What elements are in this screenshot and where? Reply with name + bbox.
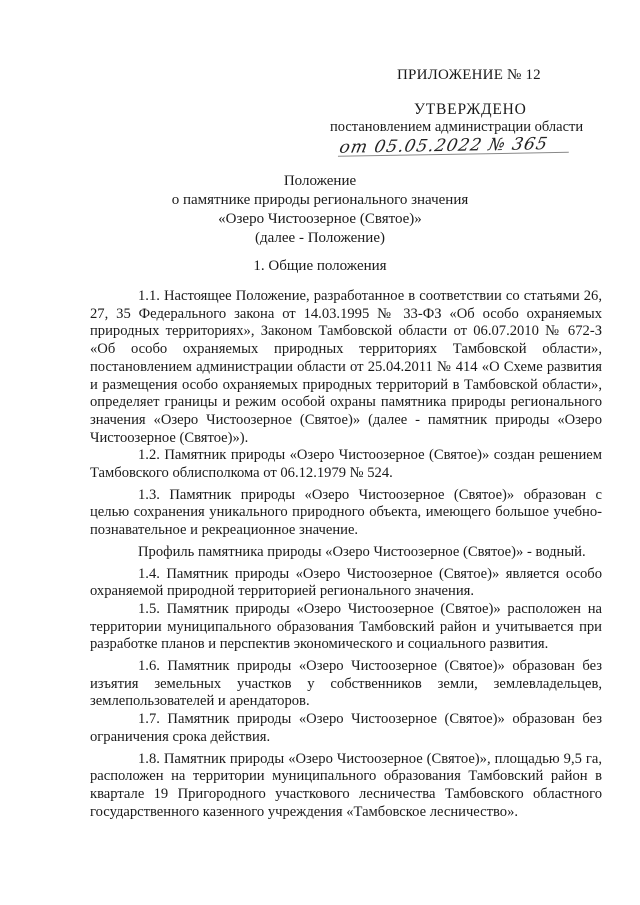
title-line-1: Положение <box>283 173 357 189</box>
title-line-4: (далее - Положение) <box>255 230 385 246</box>
paragraph-profile: Профиль памятника природы «Озеро Чистоозерное (Святое)» - водный. <box>138 543 586 560</box>
paragraph-1-7: 1.7. Памятник природы «Озеро Чистоозерное (Святое)» образован без ограничения срока действия. <box>90 711 602 745</box>
approved-by-text: постановлением администрации области <box>330 119 584 135</box>
paragraph-1-8: 1.8. Памятник природы «Озеро Чистоозерное (Святое)», площадью 9,5 га, расположен на территории муниципального образования Тамбовский район в квартале 19 Пригородного участкового лесничества Тамбовского областного государственного казенного учреждения «Тамбовское лесничество». <box>90 750 602 820</box>
approved-heading: УТВЕРЖДЕНО <box>414 101 527 118</box>
title-line-3: «Озеро Чистоозерное (Святое)» <box>218 211 422 227</box>
paragraph-1-3: 1.3. Памятник природы «Озеро Чистоозерное (Святое)» образован с целью сохранения уникального природного объекта, имеющего большое учебно-познавательное и рекреационное значение. <box>90 486 602 539</box>
title-line-2: о памятнике природы регионального значения <box>171 192 469 208</box>
paragraph-1-5: 1.5. Памятник природы «Озеро Чистоозерное (Святое)» расположен на территории муниципального образования Тамбовский район и учитывается при разработке планов и перспектив экономического и социального развития. <box>90 600 602 653</box>
paragraph-1-2: 1.2. Памятник природы «Озеро Чистоозерное (Святое)» создан решением Тамбовского облисполкома от 06.12.1979 № 524. <box>90 447 602 482</box>
paragraph-1-1: 1.1. Настоящее Положение, разработанное в соответствии со статьями 26, 27, 35 Федерального закона от 14.03.1995 № 33-ФЗ «Об особо охраняемых природных территориях», Законом Тамбовской области от 06.07.2010 № 672-З «Об особо охраняемых природных территориях Тамбовской области», постановлением администрации области от 25.04.2011 № 414 «О Схеме развития и размещения особо охраняемых природных территорий в Тамбовской области», определяет границы и режим особой охраны памятника природы регионального значения «Озеро Чистоозерное (Святое)» (далее - памятник природы «Озеро Чистоозерное (Святое)»). <box>90 288 602 446</box>
paragraph-1-6: 1.6. Памятник природы «Озеро Чистоозерное (Святое)» образован без изъятия земельных участков у собственников земли, землевладельцев, землепользователей и арендаторов. <box>90 658 602 710</box>
document-title <box>0 172 640 248</box>
appendix-number: ПРИЛОЖЕНИЕ № 12 <box>397 67 541 83</box>
handwritten-date-number <box>338 134 550 158</box>
section-title: 1. Общие положения <box>253 258 387 274</box>
handwritten-text: от 05.05.2022 № 365 <box>337 134 550 158</box>
body-text <box>90 288 602 821</box>
paragraph-1-4: 1.4. Памятник природы «Озеро Чистоозерное (Святое)» является особо охраняемой природной территорией регионального значения. <box>90 565 602 600</box>
